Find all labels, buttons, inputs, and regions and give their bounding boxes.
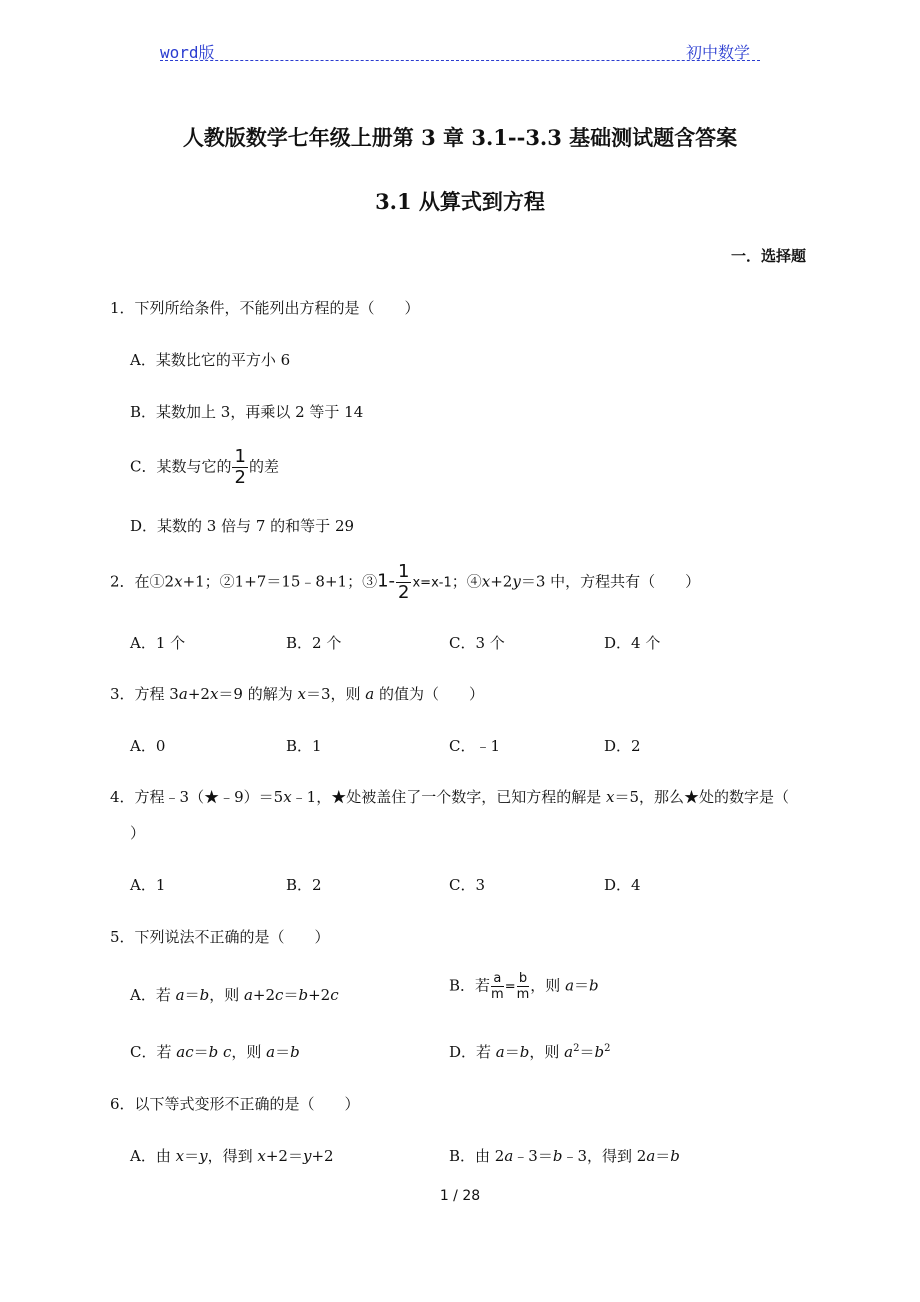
question-5-option-b: B．若 $\frac{a}{m}$ = $\frac{b}{m}$ ，则 a＝b (449, 971, 599, 1002)
question-2-option-b: B．2 个 (286, 634, 342, 652)
question-5-stem: 5．下列说法不正确的是（ ） (110, 928, 330, 946)
question-1-stem: 1．下列所给条件，不能列出方程的是（ ） (110, 299, 420, 317)
question-2-stem: 2．在①2x+1；②1+7＝15﹣8+1；③1- $\frac{1}{2}$ x=x-1；④x+2y＝3 中，方程共有（ ） (110, 561, 701, 603)
header-divider (160, 60, 760, 61)
section-heading: 一．选择题 (731, 247, 807, 265)
question-6-option-a: A．由 x＝y，得到 x+2＝y+2 (130, 1147, 334, 1165)
question-3-option-a: A．0 (130, 737, 166, 755)
question-4-stem-continuation: ） (130, 824, 146, 842)
question-4-option-b: B．2 (286, 876, 322, 894)
question-5-option-a: A．若 a＝b，则 a+2c＝b+2c (130, 986, 339, 1004)
document-title: 人教版数学七年级上册第 3 章 3.1--3.3 基础测试题含答案 (182, 125, 738, 150)
question-1-option-a: A．某数比它的平方小 6 (130, 351, 291, 369)
question-4-stem: 4．方程﹣3（★﹣9）＝5x﹣1，★处被盖住了一个数字，已知方程的解是 x＝5，那么★处的数字是（ (110, 788, 789, 806)
page-number: 1 / 28 (439, 1188, 481, 1204)
question-3-option-c: C．﹣1 (449, 737, 501, 755)
question-2-option-c: C．3 个 (449, 634, 505, 652)
question-6-stem: 6．以下等式变形不正确的是（ ） (110, 1095, 360, 1113)
question-3-option-b: B．1 (286, 737, 322, 755)
question-4-option-a: A．1 (130, 876, 166, 894)
header-left: word版 (160, 43, 215, 62)
question-5-option-d: D．若 a＝b，则 $a^2=b^2$ (449, 1043, 611, 1061)
question-4-option-d: D．4 (604, 876, 641, 894)
header-right: 初中数学 (686, 43, 751, 62)
question-3-option-d: D．2 (604, 737, 641, 755)
question-2-option-d: D．4 个 (604, 634, 661, 652)
question-1-option-d: D．某数的 3 倍与 7 的和等于 29 (130, 517, 355, 535)
question-1-option-b: B．某数加上 3，再乘以 2 等于 14 (130, 403, 364, 421)
question-6-option-b: B．由 2a﹣3＝b﹣3，得到 2a＝b (449, 1147, 680, 1165)
question-3-stem: 3．方程 3a+2x＝9 的解为 x＝3，则 a 的值为（ ） (110, 685, 485, 703)
question-2-option-a: A．1 个 (130, 634, 186, 652)
section-subtitle: 3.1 从算式到方程 (375, 189, 545, 214)
question-5-option-c: C．若 ac＝b c，则 a＝b (130, 1043, 300, 1061)
question-1-option-c: C．某数与它的 $\frac{1}{2}$ 的差 (130, 446, 279, 488)
question-4-option-c: C．3 (449, 876, 486, 894)
